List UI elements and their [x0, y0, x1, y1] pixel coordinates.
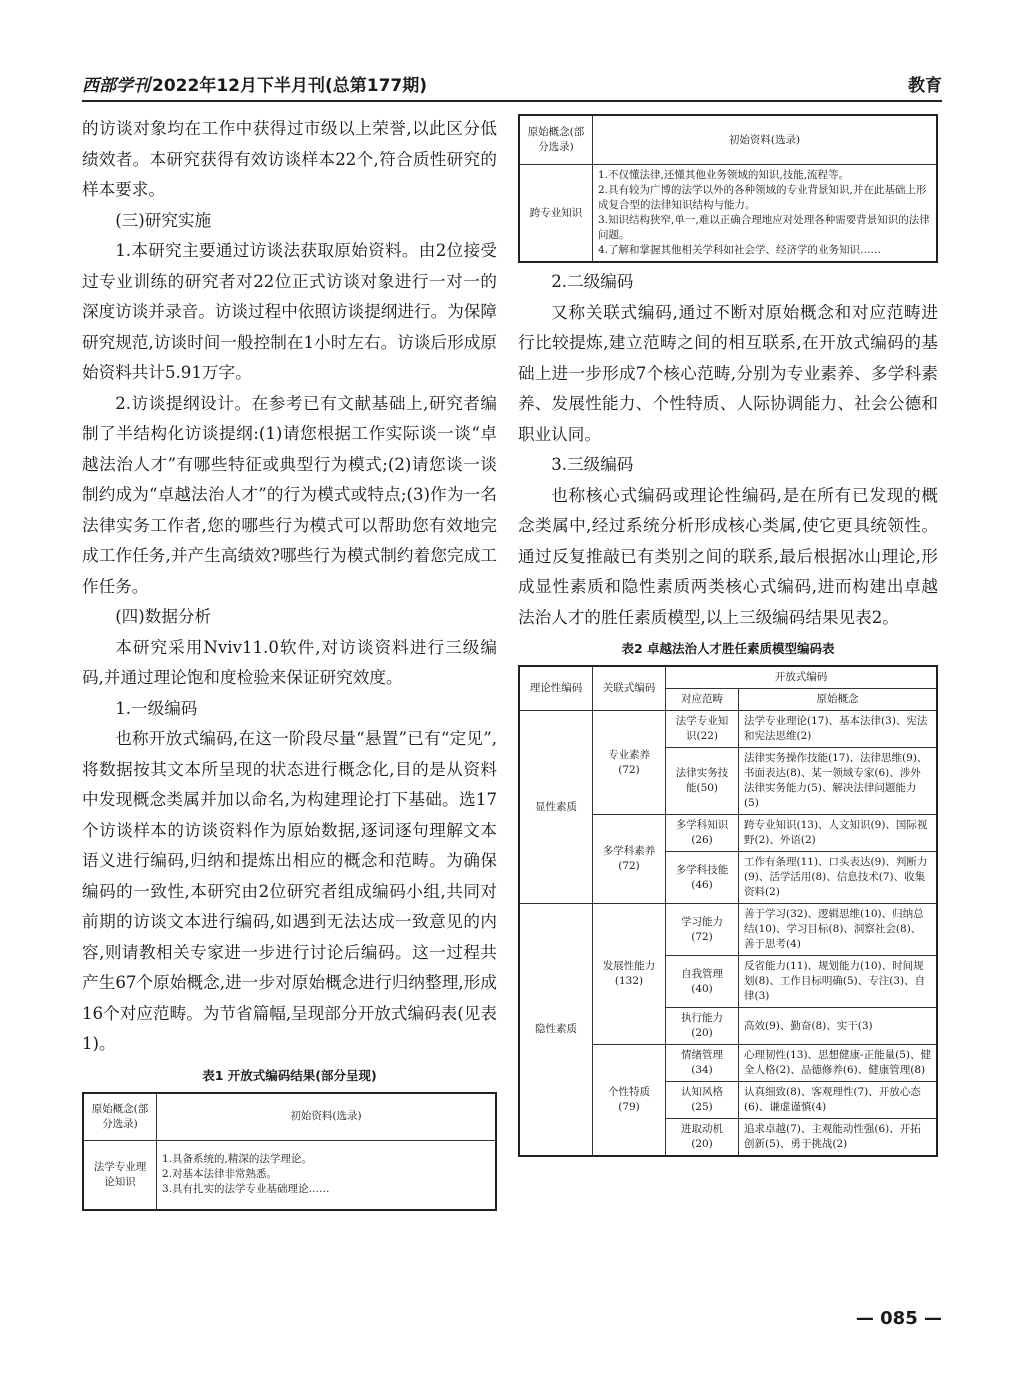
table-cell: 自我管理(40) [666, 956, 739, 1008]
table-cell: 法学专业理论(17)、基本法律(3)、宪法和宪法思维(2) [739, 711, 938, 748]
table1-part2 [518, 114, 938, 263]
table-cell: 跨专业知识 [519, 165, 593, 263]
table-cell: 学习能力(72) [666, 904, 739, 956]
page-number: — 085 — [855, 1308, 942, 1329]
table-cell: 心理韧性(13)、思想健康-正能量(5)、健全人格(2)、品德修养(6)、健康管理(8) [739, 1045, 938, 1082]
table2-caption: 表2 卓越法治人才胜任素质模型编码表 [621, 641, 835, 656]
table-cell: 善于学习(32)、逻辑思维(10)、归纳总结(10)、学习目标(8)、洞察社会(8)、善于思考(4) [739, 904, 938, 956]
paragraph: 也称开放式编码,在这一阶段尽量“悬置”已有“定见”,将数据按其文本所呈现的状态进行概念化,目的是从资料中发现概念类属并加以命名,为构建理论打下基础。选17个访谈样本的访谈资料作为原始数据,逐词逐句理解文本语义进行编码,归纳和提炼出相应的概念和范畴。为确保编码的一致性,本研究由2位研究者组成编码小组,共同对前期的访谈文本进行编码,如遇到无法达成一致意见的内容,则请教相关专家进一步进行讨论后编码。这一过程共产生67个原始概念,进一步对原始概念进行归纳整理,形成16个对应范畴。为节省篇幅,呈现部分开放式编码表(见表1)。 [82, 729, 497, 1053]
table-cell [593, 165, 938, 263]
paragraph: 也称核心式编码或理论性编码,是在所有已发现的概念类属中,经过系统分析形成核心类属,使它更具统领性。通过反复推敲已有类别之间的联系,最后根据冰山理论,形成显性素质和隐性素质两类核心式编码,进而构建出卓越法治人才的胜任素质模型,以上三级编码结果见表2。 [518, 485, 938, 627]
table-cell: 发展性能力(132) [593, 904, 666, 1045]
table-cell [157, 1140, 497, 1210]
table-header-cell: 原始概念(部分选录) [83, 1093, 157, 1141]
table2 [518, 665, 938, 1157]
table-cell: 执行能力(20) [666, 1008, 739, 1045]
paragraph: 1.本研究主要通过访谈法获取原始资料。由2位接受过专业训练的研究者对22位正式访谈对象进行一对一的深度访谈并录音。访谈过程中依照访谈提纲进行。为保障研究规范,访谈时间一般控制在1小时左右。访谈后形成原始资料共计5.91万字。 [82, 241, 497, 382]
list-item: 2.对基本法律非常熟悉。 [162, 1168, 278, 1180]
table-cell: 显性素质 [519, 711, 593, 904]
table-header-cell: 初始资料(选录) [157, 1093, 497, 1141]
table-cell: 认真细致(8)、客观理性(7)、开放心态(6)、谦虚谨慎(4) [739, 1082, 938, 1119]
paragraph: 本研究采用Nviv11.0软件,对访谈资料进行三级编码,并通过理论饱和度检验来保证研究效度。 [82, 637, 497, 687]
table-cell: 个性特质(79) [593, 1045, 666, 1157]
table-cell: 法律实务技能(50) [666, 748, 739, 815]
table-cell: 进取动机(20) [666, 1119, 739, 1157]
journal-issue [82, 71, 427, 96]
section-label: 教育 [908, 76, 942, 96]
list-item: 3.知识结构狭窄,单一,难以正确合理地应对处理各种需要背景知识的法律问题。 [598, 214, 930, 241]
left-column [82, 114, 497, 1211]
table-header-cell: 关联式编码 [593, 666, 666, 711]
section-heading: (三)研究实施 [115, 210, 212, 230]
table-cell: 认知风格(25) [666, 1082, 739, 1119]
table-header-cell: 对应范畴 [666, 689, 739, 711]
table-cell: 追求卓越(7)、主观能动性强(6)、开拓创新(5)、勇于挑战(2) [739, 1119, 938, 1157]
table-cell: 工作有条理(11)、口头表达(9)、判断力(9)、活学活用(8)、信息技术(7)、收集资料(2) [739, 852, 938, 904]
subsection-heading: 1.一级编码 [115, 698, 198, 718]
table-cell: 情绪管理(34) [666, 1045, 739, 1082]
list-item: 3.具有扎实的法学专业基础理论…… [162, 1183, 330, 1195]
table-header-cell: 原始概念 [739, 689, 938, 711]
table1-caption: 表1 开放式编码结果(部分呈现) [202, 1067, 377, 1083]
table1-part1 [82, 1092, 497, 1211]
list-item: 2.具有较为广博的法学以外的各种领域的专业背景知识,并在此基础上形成复合型的法律知识结构与能力。 [598, 184, 927, 211]
table-header-cell: 原始概念(部分选录) [519, 115, 593, 165]
table-cell: 隐性素质 [519, 904, 593, 1157]
list-item: 4.了解和掌握其他相关学科如社会学、经济学的业务知识…… [598, 244, 882, 256]
table-cell: 跨专业知识(13)、人文知识(9)、国际视野(2)、外语(2) [739, 815, 938, 852]
paragraph: 又称关联式编码,通过不断对原始概念和对应范畴进行比较提炼,建立范畴之间的相互联系,在开放式编码的基础上进一步形成7个核心范畴,分别为专业素养、多学科素养、发展性能力、个性特质、人际协调能力、社会公德和职业认同。 [518, 302, 938, 444]
table-cell: 反省能力(11)、规划能力(10)、时间规划(8)、工作目标明确(5)、专注(3)、自律(3) [739, 956, 938, 1008]
table-cell: 多学科素养(72) [593, 815, 666, 904]
section-heading: (四)数据分析 [115, 607, 212, 626]
table-header-cell: 理论性编码 [519, 666, 593, 711]
journal-logo: 西部学刊 [82, 76, 150, 96]
issue-info: 2022年12月下半月刊(总第177期) [152, 76, 427, 96]
right-column [518, 114, 938, 1157]
table-cell: 法学专业理论知识 [83, 1140, 157, 1210]
table-cell: 多学科技能(46) [666, 852, 739, 904]
paragraph: 2.访谈提纲设计。在参考已有文献基础上,研究者编制了半结构化访谈提纲:(1)请您根据工作实际谈一谈“卓越法治人才”有哪些特征或典型行为模式;(2)请您谈一谈制约成为“卓越法治人才”的行为模式或特点;(3)作为一名法律实务工作者,您的哪些行为模式可以帮助您有效地完成工作任务,并产生高绩效?哪些行为模式制约着您完成工作任务。 [82, 393, 497, 596]
page-header [82, 68, 942, 102]
table-header-cell: 开放式编码 [666, 666, 938, 689]
table-cell: 法学专业知识(22) [666, 711, 739, 748]
list-item: 1.不仅懂法律,还懂其他业务领域的知识,技能,流程等。 [598, 169, 850, 181]
subsection-heading: 3.三级编码 [551, 455, 634, 474]
table-cell: 法律实务操作技能(17)、法律思维(9)、书面表达(8)、某一领域专家(6)、涉外法律实务能力(5)、解决法律问题能力(5) [739, 748, 938, 815]
list-item: 1.具备系统的,精深的法学理论。 [162, 1153, 312, 1165]
table-cell: 多学科知识(26) [666, 815, 739, 852]
table-header-cell: 初始资料(选录) [593, 115, 938, 165]
subsection-heading: 2.二级编码 [551, 272, 634, 291]
table-cell: 专业素养(72) [593, 711, 666, 815]
table-cell: 高效(9)、勤奋(8)、实干(3) [739, 1008, 938, 1045]
paragraph: 的访谈对象均在工作中获得过市级以上荣誉,以此区分低绩效者。本研究获得有效访谈样本22个,符合质性研究的样本要求。 [82, 119, 497, 199]
